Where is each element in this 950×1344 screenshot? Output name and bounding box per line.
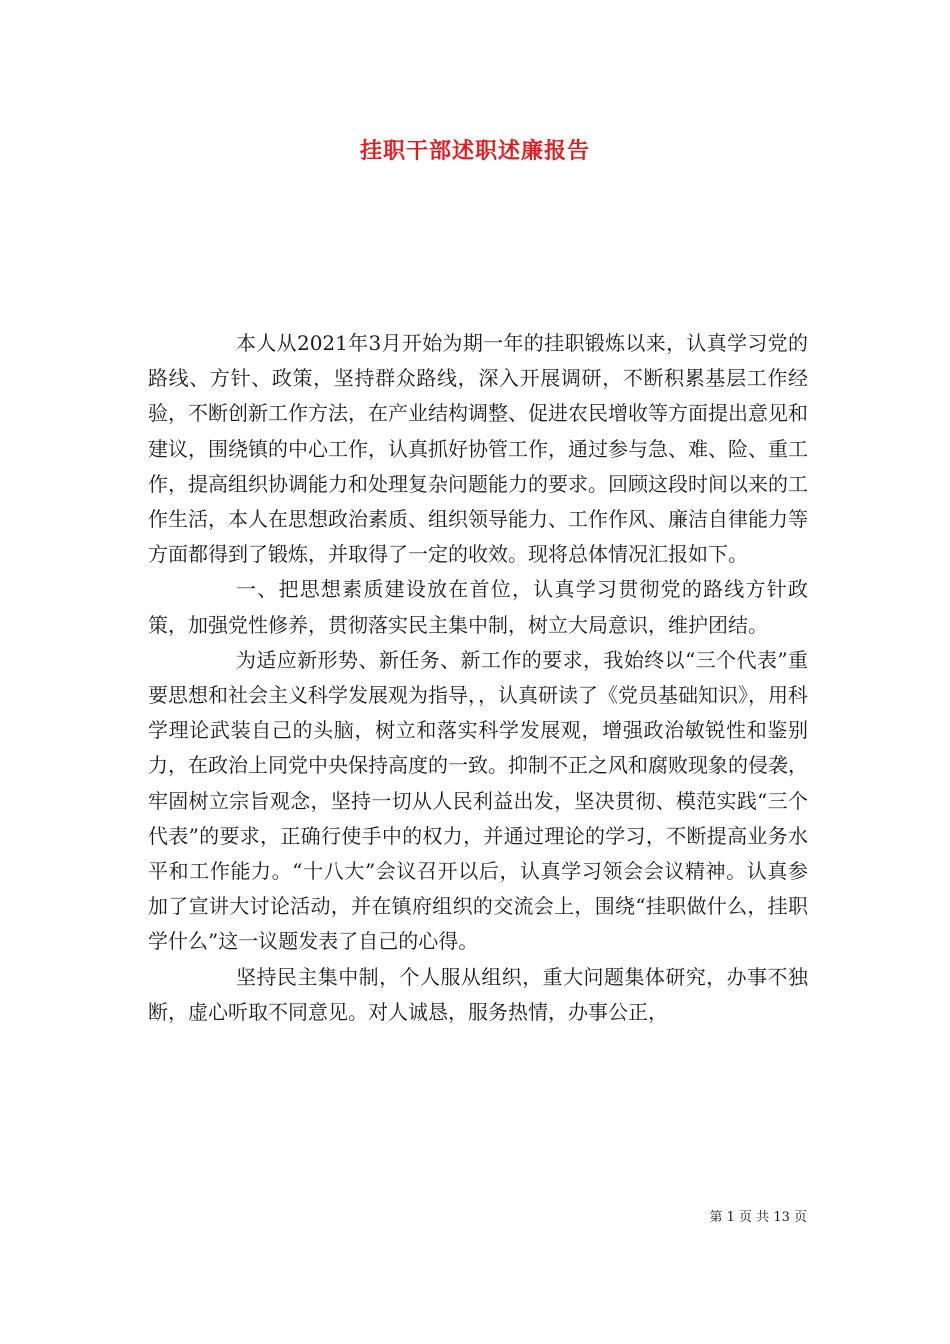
- paragraph-intro: 本人从2021年3月开始为期一年的挂职锻炼以来，认真学习党的路线、方针、政策，坚持群众路线，深入开展调研，不断积累基层工作经验，不断创新工作方法，在产业结构调整、促进农民增收等方面提出意见和建议，围绕镇的中心工作，认真抓好协管工作，通过参与急、难、险、重工作，提高组织协调能力和处理复杂问题能力的要求。回顾这段时间以来的工作生活，本人在思想政治素质、组织领导能力、工作作风、廉洁自律能力等方面都得到了锻炼，并取得了一定的收效。现将总体情况汇报如下。: [148, 331, 808, 567]
- paragraph-democratic-centralism: 坚持民主集中制，个人服从组织，重大问题集体研究，办事不独断，虚心听取不同意见。对人诚恳，服务热情，办事公正，: [148, 964, 808, 1024]
- document-title: 挂职干部述职述廉报告: [359, 139, 590, 164]
- paragraph-theory-study: 为适应新形势、新任务、新工作的要求，我始终以“三个代表”重要思想和社会主义科学发展观为指导，，认真研读了《党员基础知识》，用科学理论武装自己的头脑，树立和落实科学发展观，增强政治敏锐性和鉴别力，在政治上同党中央保持高度的一致。抑制不正之风和腐败现象的侵袭，牢固树立宗旨观念，坚持一切从人民利益出发，坚决贯彻、模范实践“三个代表”的要求，正确行使手中的权力，并通过理论的学习，不断提高业务水平和工作能力。“十八大”会议召开以后，认真学习领会会议精神。认真参加了宣讲大讨论活动，并在镇府组织的交流会上，围绕“挂职做什么，挂职学什么”这一议题发表了自己的心得。: [148, 647, 808, 954]
- page-number-footer: 第 1 页 共 13 页: [709, 1210, 807, 1225]
- paragraph-section-one-heading: 一、把思想素质建设放在首位，认真学习贯彻党的路线方针政策，加强党性修养，贯彻落实民主集中制，树立大局意识，维护团结。: [148, 577, 808, 637]
- document-body: [148, 326, 808, 1030]
